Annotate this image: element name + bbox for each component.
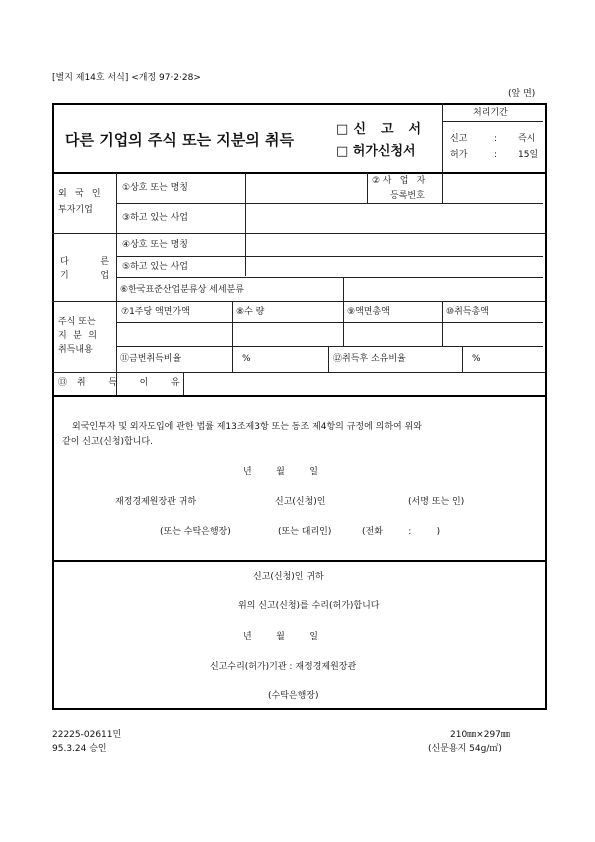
business-activity-field[interactable] [248,206,540,231]
reason-label: ⑬취 득 이 유 [58,378,190,388]
phone-label: (전화 : ) [362,527,441,537]
agent-label: (또는 대리인) [278,527,332,537]
report-period-label: 신고 [450,134,468,144]
other-company-label-1: 다 른 [60,257,124,267]
current-ratio-label: ⑪금번취득비율 [120,354,182,364]
other-company-business-field[interactable] [248,259,540,275]
report-checkbox-label[interactable]: □신 고 서 [336,122,427,137]
reason-field[interactable] [186,375,540,393]
approval-date: 95.3.24 승인 [52,744,107,754]
acquisition-label-1: 주식 또는 [58,317,96,327]
percent-unit-1: % [242,354,251,364]
other-company-name-label: ④상호 또는 명칭 [122,240,188,250]
paper-size: 210㎜×297㎜ [450,730,510,740]
report-period-value: 즉시 [518,134,536,144]
business-number-label-1: ②사 업 자 [372,176,429,186]
issuing-authority: 신고수리(허가)기관 : 재정경제원장관 [210,662,357,672]
acceptance-date: 년 월 일 [243,632,319,642]
addressee: 재정경제원장관 귀하 [115,497,197,507]
total-cost-label: ⑩취득총액 [446,307,489,317]
other-company-name-field[interactable] [248,236,540,254]
total-par-field[interactable] [346,325,439,344]
reply-addressee: 신고(신청)인 귀하 [253,572,324,582]
permit-period-label: 허가 [450,150,468,160]
percent-unit-2: % [472,354,481,364]
form-code: 22225-02611민 [52,730,122,740]
quantity-label: ⑧수 량 [236,307,265,317]
total-cost-field[interactable] [445,325,540,344]
form-title: 다른 기업의 주식 또는 지분의 취득 [65,131,294,149]
declaration-date: 년 월 일 [243,467,319,477]
page-side: (앞 면) [508,89,536,99]
industry-classification-field[interactable] [346,280,540,299]
company-name-label: ①상호 또는 명칭 [122,183,188,193]
industry-classification-label: ⑥한국표준산업분류상 세세분류 [120,285,244,295]
acceptance-text: 위의 신고(신청)를 수리(허가)합니다 [238,601,380,611]
par-value-label: ⑦1주당 액면가액 [121,307,190,317]
acquisition-label-3: 취득내용 [58,345,93,355]
other-company-label-2: 기 업 [60,271,124,281]
acquisition-label-2: 지 분 의 [58,331,99,341]
trustee-bank-label: (또는 수탁은행장) [160,527,231,537]
business-number-label-2: 등록번호 [390,191,425,201]
processing-header: 처리기간 [473,108,508,118]
paper-type: (신문용지 54g/㎡) [428,744,502,754]
permit-checkbox-label[interactable]: □ 허가신청서 [336,144,416,159]
foreign-investor-label-1: 외 국 인 [58,189,104,199]
applicant-label: 신고(신청)인 [275,497,326,507]
signature-label: (서명 또는 인) [408,497,465,507]
declaration-text-2: 같이 신고(신청)합니다. [62,437,153,447]
par-value-field[interactable] [119,325,229,344]
other-company-business-label: ⑤하고 있는 사업 [122,262,188,272]
business-number-field[interactable] [445,176,540,201]
permit-period-value: 15일 [518,150,539,160]
form-reference: [별지 제14호 서식] <개정 97·2·28> [52,73,201,83]
business-activity-label: ③하고 있는 사업 [122,213,188,223]
declaration-text-1: 외국인투자 및 외자도입에 관한 법률 제13조제3항 또는 동조 제4항의 규정에 의하여 위와 [72,422,422,432]
foreign-investor-label-2: 투자기업 [58,205,93,215]
total-par-label: ⑨액면총액 [347,307,390,317]
quantity-field[interactable] [235,325,340,344]
company-name-field[interactable] [248,176,364,201]
post-ratio-label: ⑫취득후 소유비율 [333,354,406,364]
issuing-bank: (수탁은행장) [268,691,319,701]
